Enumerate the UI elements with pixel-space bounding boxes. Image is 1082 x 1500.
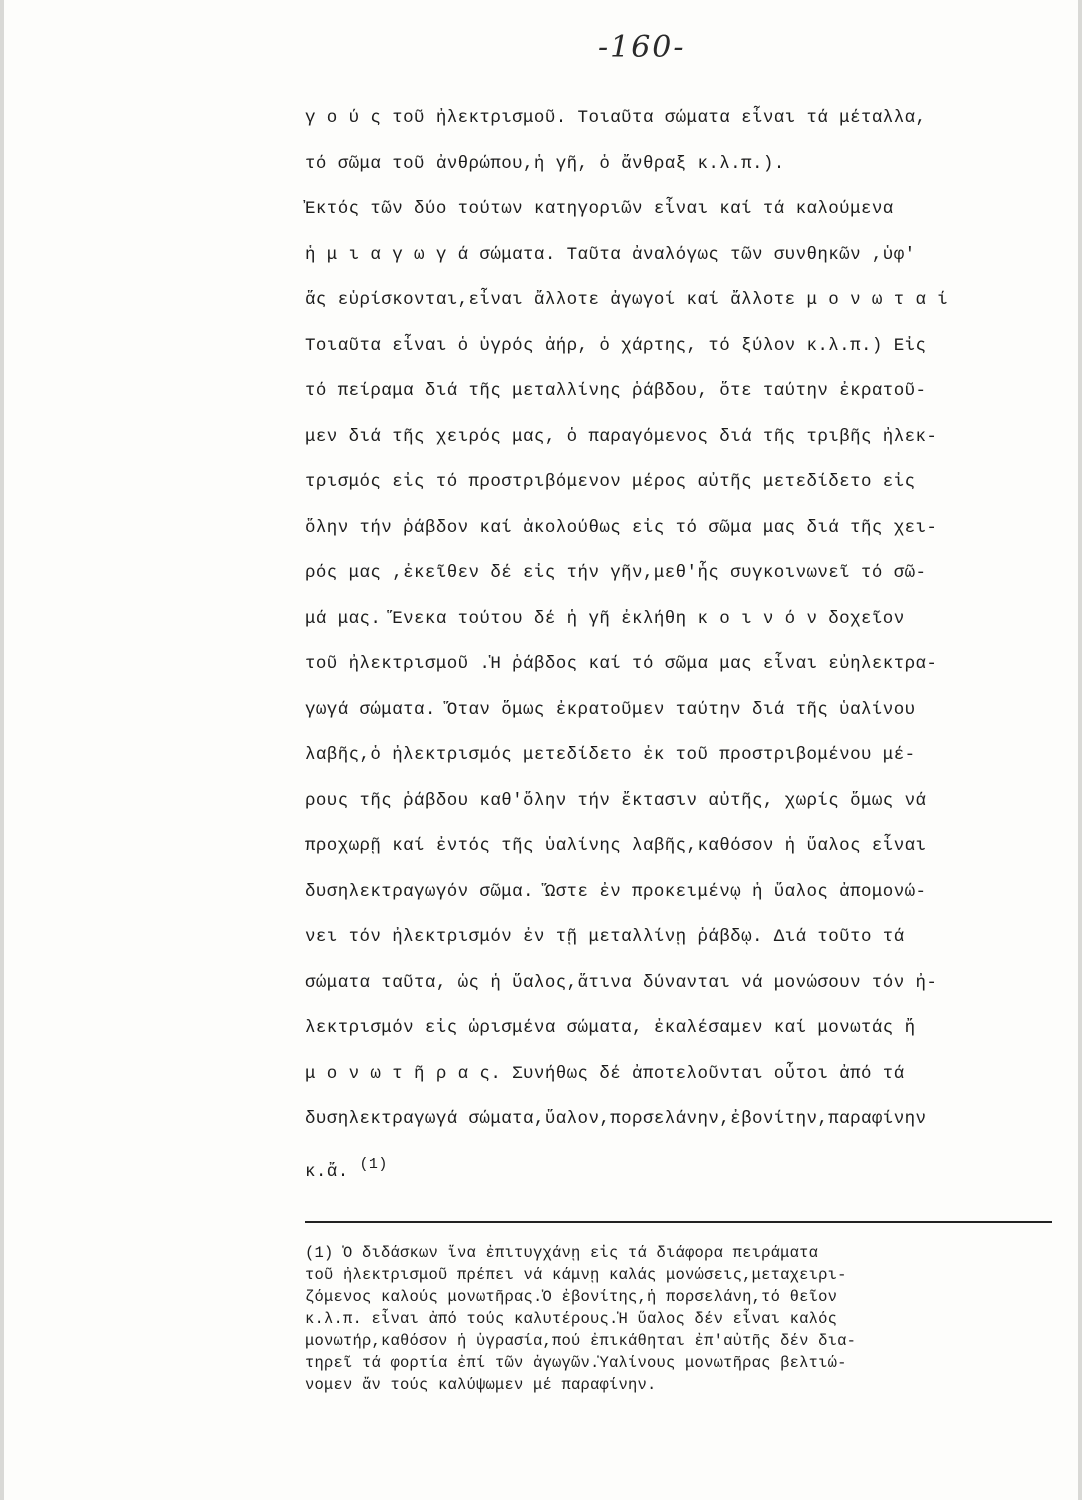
footnote-line: τοῦ ἠλεκτρισμοῦ πρέπει νά κάμνῃ καλάς μονώσεις,μεταχειρι- <box>305 1266 847 1284</box>
text-line: τό πείραμα διά τῆς μεταλλίνης ῥάβδου, ὅτε ταύτην ἐκρατοῦ- <box>305 381 927 401</box>
text-line: νει τόν ἠλεκτρισμόν ἐν τῇ μεταλλίνῃ ῥάβδῳ. Διά τοῦτο τά <box>305 927 905 947</box>
text-line: δυσηλεκτραγωγά σώματα,ὕαλον,πορσελάνην,ἐβονίτην,παραφίνην <box>305 1109 927 1129</box>
text-line: κ.ἄ. <box>305 1161 349 1182</box>
text-line: ἅς εὑρίσκονται,εἶναι ἄλλοτε ἀγωγοί καί ἄλλοτε μ ο ν ω τ α ί <box>305 290 949 310</box>
text-line: ἡ μ ι α γ ω γ ά σώματα. Ταῦτα ἀναλόγως τῶν συνθηκῶν ,ὑφ' <box>305 244 916 265</box>
text-line: δυσηλεκτραγωγόν σῶμα. Ὥστε ἐν προκειμένῳ ἡ ὕαλος ἀπομονώ- <box>305 881 927 902</box>
text-line: λεκτρισμόν εἰς ὡρισμένα σώματα, ἐκαλέσαμεν καί μονωτάς ἤ <box>305 1018 916 1038</box>
text-line: μά μας. Ἕνεκα τούτου δέ ἡ γῆ ἐκλήθη κ ο ι ν ό ν δοχεῖον <box>305 608 905 629</box>
text-line: μεν διά τῆς χειρός μας, ὁ παραγόμενος διά τῆς τριβῆς ἠλεκ- <box>305 426 938 447</box>
footnote <box>305 1242 1065 1396</box>
footnote-line: (1) Ὁ διδάσκων ἵνα ἐπιτυγχάνῃ εἰς τά διάφορα πειράματα <box>305 1244 819 1262</box>
text-line: ρός μας ,ἐκεῖθεν δέ εἰς τήν γῆν,μεθ'ἧς συγκοινωνεῖ τό σῶ- <box>305 563 927 583</box>
footnote-line: τηρεῖ τά φορτία ἐπί τῶν ἀγωγῶν.Ὑαλίνους μονωτῆρας βελτιώ- <box>305 1354 847 1372</box>
body-text <box>305 104 1050 1196</box>
footnote-line: μονωτήρ,καθόσον ἡ ὑγρασία,πού ἐπικάθηται ἐπ'αὐτῆς δέν δια- <box>305 1332 857 1350</box>
text-line: τοῦ ἠλεκτρισμοῦ .Ἡ ῥάβδος καί τό σῶμα μας εἶναι εὐηλεκτρα- <box>305 654 938 674</box>
footnote-reference: (1) <box>359 1155 388 1173</box>
text-line: γ ο ύ ς τοῦ ἠλεκτρισμοῦ. Τοιαῦτα σώματα εἶναι τά μέταλλα, <box>305 108 927 128</box>
text-line: ὅλην τήν ῥάβδον καί ἀκολούθως εἰς τό σῶμα μας διά τῆς χει- <box>305 517 938 538</box>
text-line: Ἐκτός τῶν δύο τούτων κατηγοριῶν εἶναι καί τά καλούμενα <box>305 199 894 219</box>
footnote-line: ζόμενος καλούς μονωτῆρας.Ὁ ἐβονίτης,ἡ πορσελάνη,τό θεῖον <box>305 1288 838 1306</box>
footnote-line: κ.λ.π. εἶναι ἀπό τούς καλυτέρους.Ἡ ὕαλος δέν εἶναι καλός <box>305 1310 838 1328</box>
text-line: τρισμός εἰς τό προστριβόμενον μέρος αὐτῆς μετεδίδετο εἰς <box>305 472 916 492</box>
page-number: -160- <box>598 30 686 65</box>
text-line: προχωρῇ καί ἐντός τῆς ὑαλίνης λαβῆς,καθόσον ἡ ὕαλος εἶναι <box>305 836 927 856</box>
text-line: ρους τῆς ῥάβδου καθ'ὅλην τήν ἔκτασιν αὐτῆς, χωρίς ὅμως νά <box>305 790 927 811</box>
page-edge-right <box>1078 0 1082 1500</box>
footnote-line: νομεν ἄν τούς καλύψωμεν μέ παραφίνην. <box>305 1376 657 1394</box>
text-line: τό σῶμα τοῦ ἀνθρώπου,ἡ γῆ, ὁ ἄνθραξ κ.λ.π.). <box>305 153 785 174</box>
text-line: μ ο ν ω τ ῆ ρ α ς. Συνήθως δέ ἀποτελοῦνται οὗτοι ἀπό τά <box>305 1063 905 1084</box>
page-edge-left <box>0 0 4 1500</box>
text-line: γωγά σώματα. Ὅταν ὅμως ἐκρατοῦμεν ταύτην διά τῆς ὑαλίνου <box>305 699 916 720</box>
text-line: λαβῆς,ὁ ἠλεκτρισμός μετεδίδετο ἐκ τοῦ προστριβομένου μέ- <box>305 745 916 765</box>
text-line: Τοιαῦτα εἶναι ὁ ὑγρός ἀήρ, ὁ χάρτης, τό ξύλον κ.λ.π.) Εἰς <box>305 335 927 356</box>
footnote-separator <box>305 1221 1052 1223</box>
text-line-last <box>305 1151 1050 1197</box>
text-line: σώματα ταῦτα, ὡς ἡ ὕαλος,ἅτινα δύνανται νά μονώσουν τόν ἠ- <box>305 972 938 993</box>
